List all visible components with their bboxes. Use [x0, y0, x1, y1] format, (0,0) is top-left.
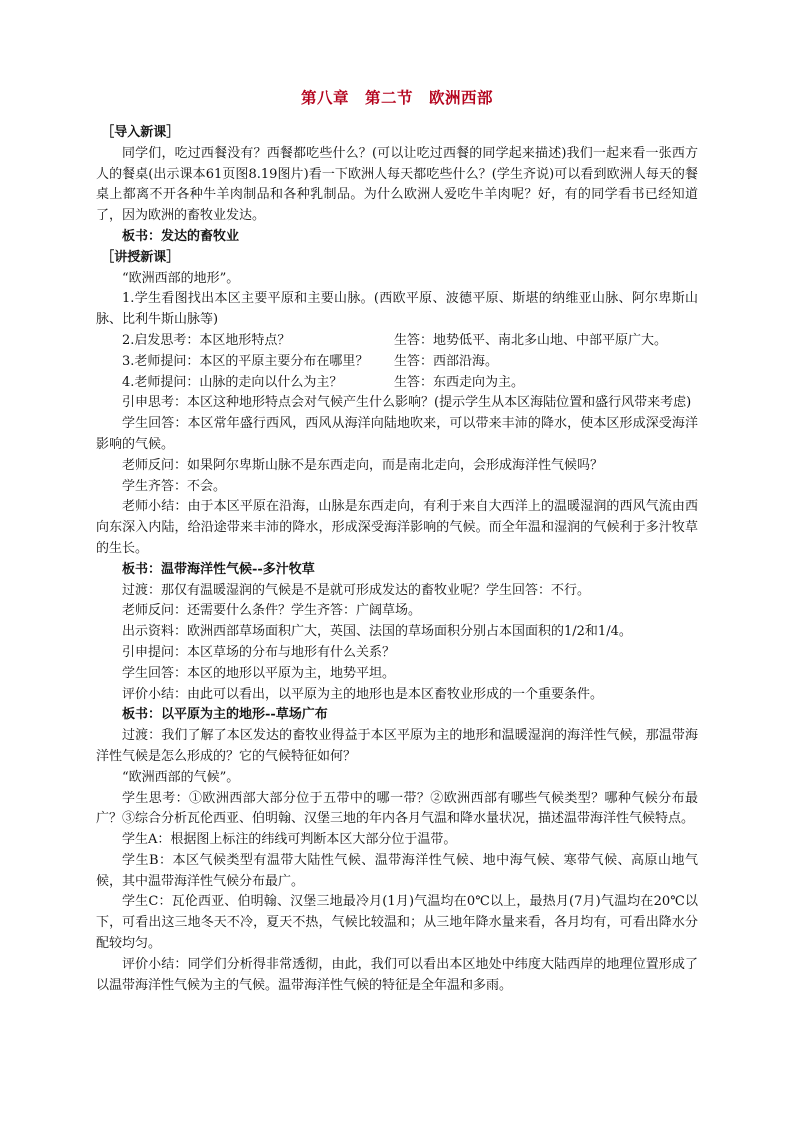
paragraph-student-thinking: 学生思考：①欧洲西部大部分位于五带中的哪一带？②欧洲西部有哪些气候类型？哪种气候分布最广？③综合分析瓦伦西亚、伯明翰、汉堡三地的年内各月气温和降水量状况，描述温带海洋性气候特点。: [96, 790, 698, 827]
paragraph-intro: 同学们，吃过西餐没有？西餐都吃些什么？(可以让吃过西餐的同学起来描述)我们一起来看一张西方人的餐桌(出示课本61页图8.19图片)看一下欧洲人每天都吃些什么？(学生齐说)可以看到欧洲人每天的餐桌上都离不开各种牛羊肉制品和各种乳制品。为什么欧洲人爱吃牛羊肉呢？好，有的同学看书已经知道了，因为欧洲的畜牧业发达。: [96, 145, 698, 224]
board-note-2: 板书：温带海洋性气候--多汁牧草: [122, 561, 315, 577]
qa-question: 3.老师提问：本区的平原主要分布在哪里？: [122, 353, 369, 369]
paragraph-guide-question: 引申提问：本区草场的分布与地形有什么关系？: [122, 644, 396, 660]
paragraph-transition: 过渡：那仅有温暖湿润的气候是不是就可形成发达的畜牧业呢？学生回答：不行。: [122, 582, 591, 598]
section-heading-lecture: ［讲授新课］: [101, 249, 180, 265]
paragraph-evaluation: 评价小结：由此可以看出，以平原为主的地形也是本区畜牧业形成的一个重要条件。: [122, 686, 604, 702]
qa-row: [96, 331, 698, 352]
qa-answer: 生答：地势低平、南北多山地、中部平原广大。: [394, 332, 668, 348]
qa-answer: 生答：西部沿海。: [394, 353, 499, 369]
page-title: 第八章 第二节 欧洲西部: [300, 88, 493, 107]
qa-row: [96, 352, 698, 373]
paragraph-teacher-question: 老师反问：如果阿尔卑斯山脉不是东西走向，而是南北走向，会形成海洋性气候吗？: [122, 457, 604, 473]
board-note-3: 板书：以平原为主的地形--草场广布: [122, 707, 328, 723]
paragraph-student-answer: 学生回答：本区的地形以平原为主，地势平坦。: [122, 665, 396, 681]
board-note-1: 板书：发达的畜牧业: [122, 228, 240, 244]
paragraph-student-a: 学生A：根据图上标注的纬线可判断本区大部分位于温带。: [122, 832, 457, 848]
paragraph-item-1: 1.学生看图找出本区主要平原和主要山脉。(西欧平原、波德平原、斯堪的纳维亚山脉、阿尔卑斯山脉、比利牛斯山脉等): [96, 291, 698, 328]
section-heading-intro: ［导入新课］: [101, 125, 180, 140]
paragraph-guide: 引申思考：本区这种地形特点会对气候产生什么影响？(提示学生从本区海陆位置和盛行风带来考虑): [122, 395, 692, 411]
paragraph-student-b: 学生B：本区气候类型有温带大陆性气候、温带海洋性气候、地中海气候、寒带气候、高原山地气候，其中温带海洋性气候分布最广。: [96, 852, 698, 889]
paragraph-evaluation: 评价小结：同学们分析得非常透彻，由此，我们可以看出本区地处中纬度大陆西岸的地理位置形成了以温带海洋性气候为主的气候。温带海洋性气候的特征是全年温和多雨。: [96, 956, 698, 993]
paragraph-transition: 过渡：我们了解了本区发达的畜牧业得益于本区平原为主的地形和温暖湿润的海洋性气候，那温带海洋性气候是怎么形成的？它的气候特征如何？: [96, 728, 698, 764]
paragraph-teacher-question: 老师反问：还需要什么条件？学生齐答：广阔草场。: [122, 603, 422, 619]
quote-climate: “欧洲西部的气候”。: [122, 769, 240, 785]
quote-terrain: “欧洲西部的地形”。: [122, 270, 240, 286]
qa-row: [96, 373, 698, 394]
qa-question: 4.老师提问：山脉的走向以什么为主？: [122, 374, 343, 390]
paragraph-student-answer: 学生回答：本区常年盛行西风，西风从海洋向陆地吹来，可以带来丰沛的降水，使本区形成深受海洋影响的气候。: [96, 416, 698, 452]
paragraph-material: 出示资料：欧洲西部草场面积广大，英国、法国的草场面积分别占本国面积的1/2和1/4。: [122, 624, 632, 640]
qa-answer: 生答：东西走向为主。: [394, 374, 525, 390]
paragraph-student-c: 学生C：瓦伦西亚、伯明翰、汉堡三地最冷月(1月)气温均在0℃以上，最热月(7月)气温均在20℃以下，可看出这三地冬天不冷，夏天不热，气候比较温和；从三地年降水量来看，各月均有，可看出降水分配较均匀。: [96, 894, 698, 952]
paragraph-teacher-summary: 老师小结：由于本区平原在沿海，山脉是东西走向，有利于来自大西洋上的温暖湿润的西风气流由西向东深入内陆，给沿途带来丰沛的降水，形成深受海洋影响的气候。而全年温和湿润的气候利于多汁牧草的生长。: [96, 499, 698, 556]
qa-question: 2.启发思考：本区地形特点？: [122, 332, 291, 348]
paragraph-student-chorus: 学生齐答：不会。: [122, 478, 227, 494]
document-page: [96, 86, 698, 996]
